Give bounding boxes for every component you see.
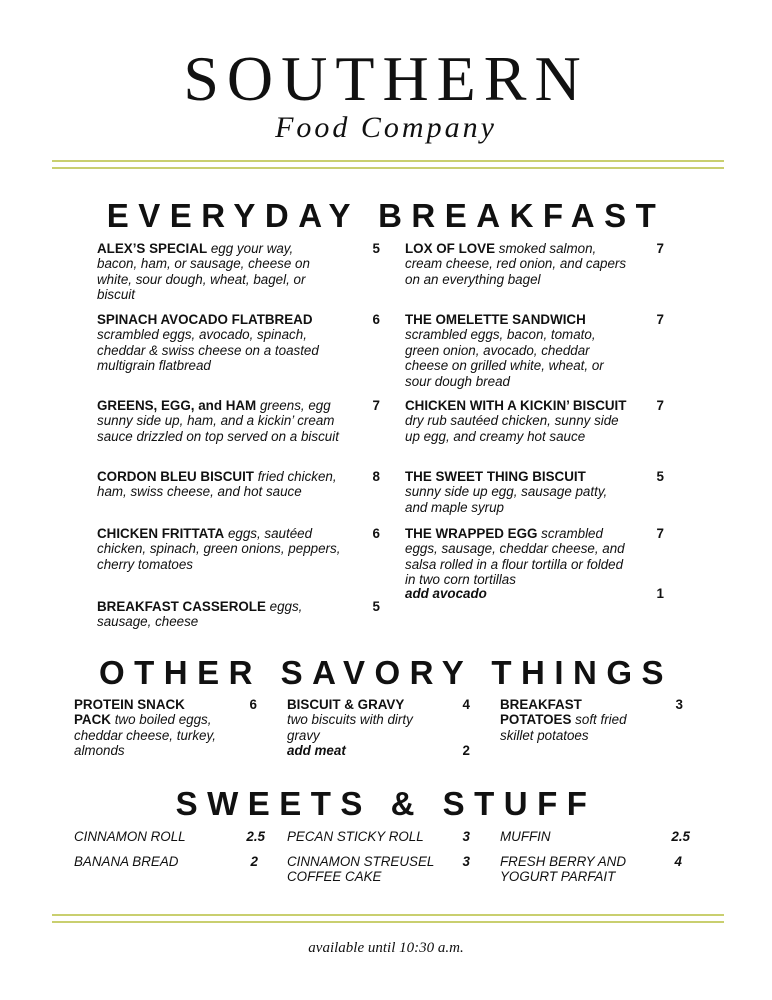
addon-label: add meat (287, 743, 346, 758)
item-price: 6 (249, 697, 257, 712)
item-description: dry rub sautéed chicken, sunny side up egg, and creamy hot sauce (405, 413, 619, 444)
item-description: eggs, sautéed chicken, spinach, green onions, peppers, cherry tomatoes (97, 526, 341, 572)
item-name: GREENS, EGG, and HAM (97, 398, 257, 413)
sweet-item-price: 2.5 (671, 829, 690, 844)
bottom-rule-1 (52, 914, 724, 916)
item-name: THE SWEET THING BISCUIT (405, 469, 586, 484)
sweet-item-price: 2 (250, 854, 258, 869)
item-price: 5 (372, 599, 380, 614)
brand-subtitle: Food Company (275, 111, 497, 144)
menu-item (405, 241, 633, 287)
menu-item (97, 599, 327, 630)
item-name: THE OMELETTE SANDWICH (405, 312, 586, 327)
item-price: 8 (372, 469, 380, 484)
sweet-item-name: FRESH BERRY AND YOGURT PARFAIT (500, 854, 626, 885)
top-rule-1 (52, 160, 724, 162)
item-price: 6 (372, 312, 380, 327)
item-description: two biscuits with dirty gravy (287, 712, 413, 743)
item-price: 6 (372, 526, 380, 541)
sweet-item-price: 4 (674, 854, 682, 869)
item-price: 7 (656, 526, 664, 541)
sweets-heading: SWEETS & STUFF (175, 785, 597, 822)
addon-label: add avocado (405, 586, 487, 601)
item-name: BREAKFAST CASSEROLE (97, 599, 266, 614)
item-name: SPINACH AVOCADO FLATBREAD (97, 312, 313, 327)
savory-heading: OTHER SAVORY THINGS (98, 654, 674, 691)
menu-item (405, 398, 633, 444)
item-description: scrambled eggs, bacon, tomato, green onion, avocado, cheddar cheese on grilled white, wheat, or sour dough bread (405, 327, 604, 389)
brand-title: SOUTHERN (183, 43, 589, 114)
menu-item (97, 398, 351, 444)
menu-item (97, 312, 347, 374)
addon-price: 2 (462, 743, 470, 758)
menu-item (287, 697, 437, 743)
sweet-item-name: BANANA BREAD (74, 854, 179, 869)
item-description: eggs, sausage, cheese (97, 599, 303, 630)
item-description: egg your way, bacon, ham, or sausage, cheese on white, sour dough, wheat, bagel, or biscuit (97, 241, 310, 303)
item-name: ALEX’S SPECIAL (97, 241, 208, 256)
item-name: CHICKEN WITH A KICKIN’ BISCUIT (405, 398, 627, 413)
sweet-item-name: CINNAMON STREUSEL COFFEE CAKE (287, 854, 435, 885)
menu-item (74, 697, 224, 759)
bottom-rule-2 (52, 921, 724, 923)
sweet-item-name: PECAN STICKY ROLL (287, 829, 424, 844)
item-name: LOX OF LOVE (405, 241, 496, 256)
sweet-item-price: 3 (462, 854, 470, 869)
item-description: smoked salmon, cream cheese, red onion, and capers on an everything bagel (405, 241, 627, 287)
addon-price: 1 (656, 586, 664, 601)
item-name: BREAKFAST POTATOES (500, 697, 582, 728)
menu-item (405, 526, 630, 588)
item-name: CORDON BLEU BISCUIT (97, 469, 254, 484)
item-price: 5 (372, 241, 380, 256)
menu-item (97, 241, 337, 303)
item-price: 7 (656, 312, 664, 327)
item-price: 7 (656, 241, 664, 256)
top-rule-2 (52, 167, 724, 169)
item-price: 3 (675, 697, 683, 712)
sweet-item-name: MUFFIN (500, 829, 551, 844)
availability-note: available until 10:30 a.m. (308, 940, 464, 956)
item-description: soft fried skillet potatoes (500, 712, 627, 743)
breakfast-heading: EVERYDAY BREAKFAST (106, 197, 666, 234)
item-description: two boiled eggs, cheddar cheese, turkey, almonds (74, 712, 216, 759)
item-name: PROTEIN SNACK PACK (74, 697, 185, 728)
menu-item (97, 526, 342, 572)
item-price: 5 (656, 469, 664, 484)
menu-item (500, 697, 650, 743)
menu-item (405, 469, 633, 515)
item-name: THE WRAPPED EGG (405, 526, 538, 541)
sweet-item-price: 3 (462, 829, 470, 844)
item-description: scrambled eggs, avocado, spinach, cheddar & swiss cheese on a toasted multigrain flatbread (97, 327, 319, 374)
sweet-item-name: CINNAMON ROLL (74, 829, 186, 844)
item-description: fried chicken, ham, swiss cheese, and hot sauce (97, 469, 337, 500)
item-price: 4 (462, 697, 470, 712)
item-price: 7 (656, 398, 664, 413)
menu-item (405, 312, 630, 389)
item-price: 7 (372, 398, 380, 413)
item-description: greens, egg sunny side up, ham, and a kickin’ cream sauce drizzled on top served on a biscuit (97, 398, 339, 444)
item-name: CHICKEN FRITTATA (97, 526, 225, 541)
sweet-item-price: 2.5 (246, 829, 265, 844)
menu-item (97, 469, 342, 500)
item-description: sunny side up egg, sausage patty, and maple syrup (405, 484, 608, 515)
item-name: BISCUIT & GRAVY (287, 697, 405, 712)
item-description: scrambled eggs, sausage, cheddar cheese, and salsa rolled in a flour tortilla or folded in two corn tortillas (405, 526, 625, 588)
